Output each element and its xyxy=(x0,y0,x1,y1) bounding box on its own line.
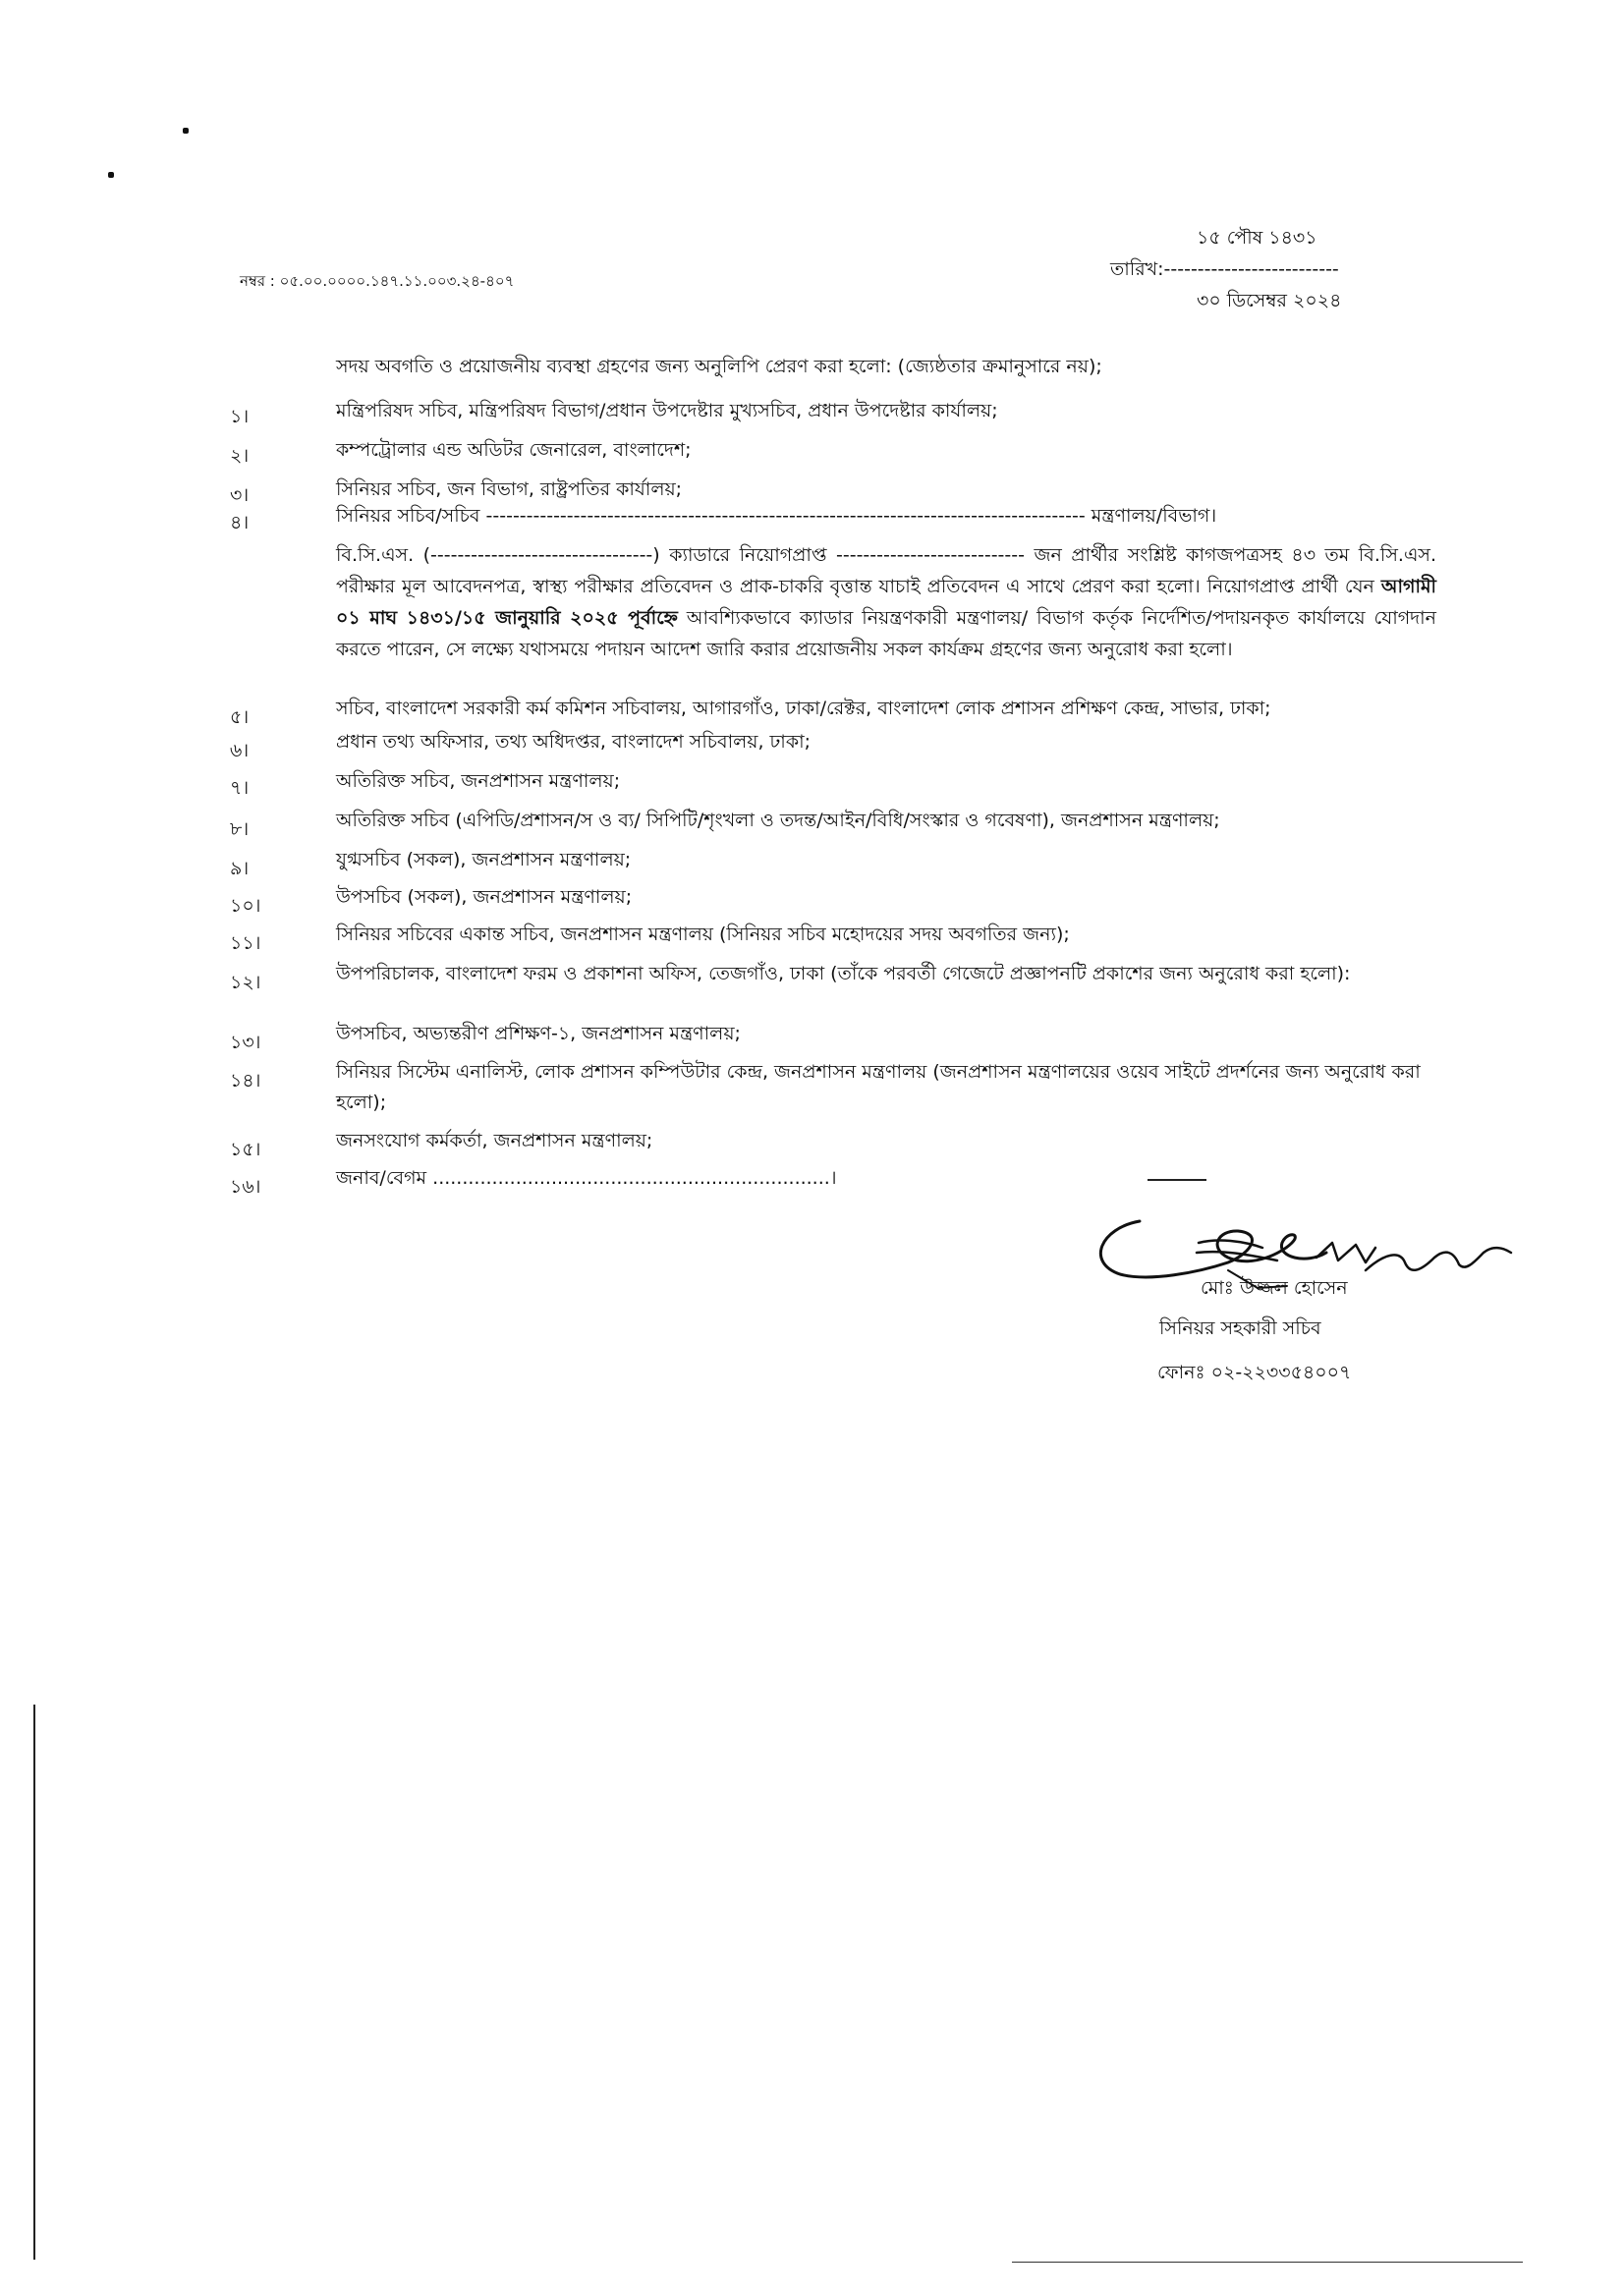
item-text: উপসচিব (সকল), জনপ্রশাসন মন্ত্রণালয়; xyxy=(336,886,633,908)
signatory-phone: ফোনঃ ০২-২২৩৩৫৪০০৭ xyxy=(1157,1362,1352,1383)
item-number: ৪। xyxy=(230,512,250,533)
item-number: ৩। xyxy=(230,484,250,506)
scan-mark xyxy=(183,128,189,134)
item-text: অতিরিক্ত সচিব (এপিডি/প্রশাসন/স ও ব্য/ সিপিটি/শৃংখলা ও তদন্ত/আইন/বিধি/সংস্কার ও গবেষণা), জনপ্রশাসন মন্ত্রণালয়; xyxy=(336,810,1220,831)
item-text: কম্পট্রোলার এন্ড অডিটর জেনারেল, বাংলাদেশ; xyxy=(336,439,692,461)
item-text: মন্ত্রিপরিষদ সচিব, মন্ত্রিপরিষদ বিভাগ/প্রধান উপদেষ্টার মুখ্যসচিব, প্রধান উপদেষ্টার কার্যালয়; xyxy=(336,400,998,421)
item-number: ১০। xyxy=(230,895,261,917)
paragraph-deadline: আগামী ০১ মাঘ ১৪৩১/১৫ জানুয়ারি ২০২৫ পূর্বাহ্নে xyxy=(336,576,1436,629)
item-text: যুগ্মসচিব (সকল), জনপ্রশাসন মন্ত্রণালয়; xyxy=(336,849,632,870)
item-text: সিনিয়র সচিব, জন বিভাগ, রাষ্ট্রপতির কার্যালয়; xyxy=(336,478,683,500)
item-number: ৭। xyxy=(230,777,250,799)
item-text: সিনিয়র সচিব/সচিব ----------------------------------------------------------------------------------------- মন্ত্রণালয়/বিভাগ। xyxy=(336,505,1217,527)
footer-rule xyxy=(1012,2262,1523,2263)
paragraph-text-continued: আবশ্যিকভাবে ক্যাডার নিয়ন্ত্রণকারী মন্ত্রণালয়/ বিভাগ কর্তৃক নির্দেশিত/পদায়নকৃত কার্যালয়ে যোগদান করতে পারেন, সে লক্ষ্যে যথাসময়ে পদায়ন আদেশ জারি করার প্রয়োজনীয় সকল কার্যক্রম গ্রহণের জন্য অনুরোধ করা হলো। xyxy=(336,607,1436,660)
item-number: ১১। xyxy=(230,932,261,954)
item-text: উপপরিচালক, বাংলাদেশ ফরম ও প্রকাশনা অফিস, তেজগাঁও, ঢাকা (তাঁকে পরবর্তী গেজেটে প্রজ্ঞাপনটি প্রকাশের জন্য অনুরোধ করা হলো): xyxy=(336,963,1351,984)
paragraph-text: বি.সি.এস. (---------------------------------) ক্যাডারে নিয়োগপ্রাপ্ত ---------------------------- জন প্রার্থীর সংশ্লিষ্ট কাগজপত্রসহ ৪৩ তম বি.সি.এস. পরীক্ষার মূল আবেদনপত্র, স্বাস্থ্য পরীক্ষার প্রতিবেদন ও প্রাক-চাকরি বৃত্তান্ত যাচাই প্রতিবেদন এ সাথে প্রেরণ করা হলো। নিয়োগপ্রাপ্ত প্রার্থী যেন xyxy=(336,544,1436,597)
item-text: সচিব, বাংলাদেশ সরকারী কর্ম কমিশন সচিবালয়, আগারগাঁও, ঢাকা/রেক্টর, বাংলাদেশ লোক প্রশাসন প্রশিক্ষণ কেন্দ্র, সাভার, ঢাকা; xyxy=(336,698,1271,719)
scan-mark xyxy=(108,172,114,178)
item-number: ১। xyxy=(230,406,250,427)
date-bangla: ১৫ পৌষ ১৪৩১ xyxy=(1197,227,1317,249)
signatory-name: মোঃ উজ্জল হোসেন xyxy=(1201,1277,1348,1299)
item-text: জনাব/বেগম ...................................................................। xyxy=(336,1167,837,1189)
item-number: ২। xyxy=(230,445,250,467)
distribution-intro: সদয় অবগতি ও প্রয়োজনীয় ব্যবস্থা গ্রহণের জন্য অনুলিপি প্রেরণ করা হলো: (জ্যেষ্ঠতার ক্রমানুসারে নয়); xyxy=(336,356,1102,377)
date-label: তারিখ:-------------------------- xyxy=(1110,258,1339,280)
cadre-paragraph xyxy=(336,539,1436,665)
item-text: জনসংযোগ কর্মকর্তা, জনপ্রশাসন মন্ত্রণালয়; xyxy=(336,1130,653,1151)
item-number: ১৩। xyxy=(230,1032,261,1053)
date-block xyxy=(1110,222,1385,316)
item-text: সিনিয়র সচিবের একান্ত সচিব, জনপ্রশাসন মন্ত্রণালয় (সিনিয়র সচিব মহোদয়ের সদয় অবগতির জন্য); xyxy=(336,924,1070,945)
item-text: উপসচিব, অভ্যন্তরীণ প্রশিক্ষণ-১, জনপ্রশাসন মন্ত্রণালয়; xyxy=(336,1023,741,1044)
item-text: প্রধান তথ্য অফিসার, তথ্য অধিদপ্তর, বাংলাদেশ সচিবালয়, ঢাকা; xyxy=(336,731,812,753)
date-english: ৩০ ডিসেম্বর ২০২৪ xyxy=(1197,290,1342,311)
item-number: ৯। xyxy=(230,858,250,879)
signature-top-line xyxy=(1148,1179,1206,1181)
item-number: ১৪। xyxy=(230,1070,261,1092)
item-number: ১৬। xyxy=(230,1176,261,1198)
item-text: অতিরিক্ত সচিব, জনপ্রশাসন মন্ত্রণালয়; xyxy=(336,770,621,792)
scan-edge-line xyxy=(33,1705,35,2260)
item-number: ৬। xyxy=(230,740,250,761)
memo-number: নম্বর : ০৫.০০.০০০০.১৪৭.১১.০০৩.২৪-৪০৭ xyxy=(240,272,515,290)
item-text: সিনিয়র সিস্টেম এনালিস্ট, লোক প্রশাসন কম্পিউটার কেন্দ্র, জনপ্রশাসন মন্ত্রণালয় (জনপ্রশাসন মন্ত্রণালয়ের ওয়েব সাইটে প্রদর্শনের জন্য অনুরোধ করা হলো); xyxy=(336,1061,1421,1113)
item-number: ১৫। xyxy=(230,1139,261,1160)
signatory-designation: সিনিয়র সহকারী সচিব xyxy=(1159,1317,1321,1339)
item-number: ৮। xyxy=(230,818,250,840)
item-number: ৫। xyxy=(230,706,250,728)
item-number: ১২। xyxy=(230,972,261,993)
